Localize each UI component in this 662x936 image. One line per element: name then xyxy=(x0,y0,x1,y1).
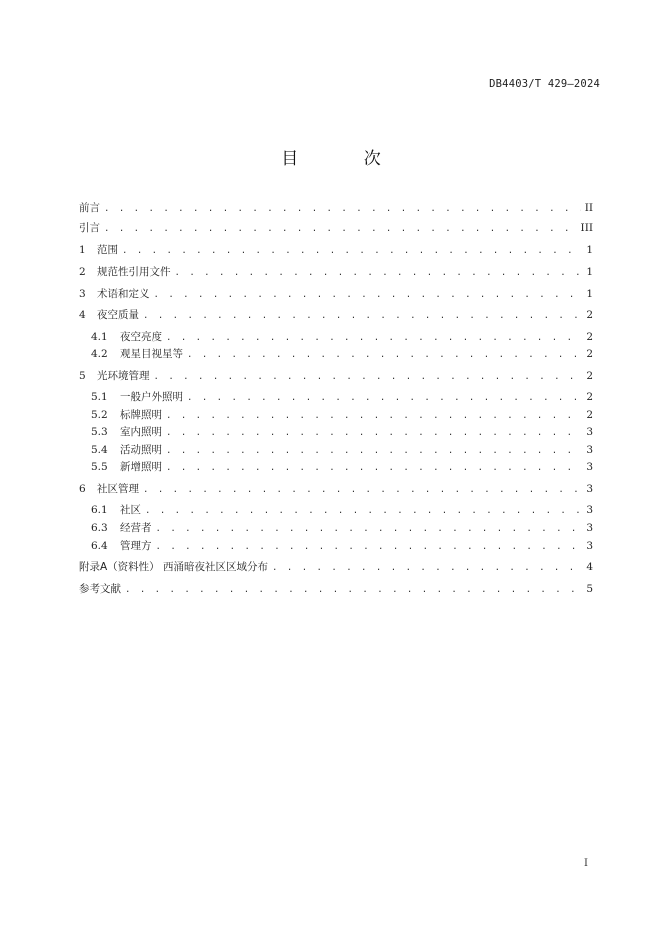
toc-entry-number: 2 xyxy=(79,266,86,278)
toc-leader-dots xyxy=(166,460,582,476)
toc-entry-page: 2 xyxy=(586,348,593,360)
toc-entry[interactable] xyxy=(91,407,593,423)
toc-leader-dots xyxy=(122,243,582,259)
toc-entry-page: 3 xyxy=(586,483,593,495)
toc-entry[interactable] xyxy=(79,264,593,280)
toc-entry-title: 管理方 xyxy=(120,540,152,552)
toc-entry-title: 活动照明 xyxy=(120,444,162,456)
toc-entry-page: 1 xyxy=(586,288,593,300)
toc-entry-number: 4 xyxy=(79,309,86,321)
toc-entry-number: 6.4 xyxy=(91,540,108,552)
toc-entry-page: 4 xyxy=(586,561,593,573)
toc-entry[interactable] xyxy=(91,459,593,475)
toc-leader-dots xyxy=(156,521,583,537)
toc-entry[interactable] xyxy=(79,581,593,597)
toc-entry[interactable] xyxy=(79,286,593,302)
toc-leader-dots xyxy=(154,369,583,385)
toc-entry[interactable] xyxy=(79,200,593,216)
toc-leader-dots xyxy=(166,425,582,441)
page-number: I xyxy=(584,858,588,869)
toc-leader-dots xyxy=(175,265,583,281)
toc-leader-dots xyxy=(154,287,583,303)
toc-entry-title: 一般户外照明 xyxy=(120,391,183,403)
toc-entry[interactable] xyxy=(79,242,593,258)
toc-entry[interactable] xyxy=(91,538,593,554)
toc-entry-page: 5 xyxy=(586,583,593,595)
toc-entry-number: 4.2 xyxy=(91,348,108,360)
toc-entry-page: 2 xyxy=(586,391,593,403)
toc-leader-dots xyxy=(156,539,583,555)
toc-entry-title: 规范性引用文件 xyxy=(97,266,171,278)
toc-entry-title: 新增照明 xyxy=(120,461,162,473)
toc-entry-title: 引言 xyxy=(79,222,100,234)
toc-entry-title: 光环境管理 xyxy=(97,370,150,382)
toc-entry-number: 5.5 xyxy=(91,461,108,473)
toc-entry-page: 3 xyxy=(586,522,593,534)
toc-entry-number: 6.1 xyxy=(91,504,108,516)
toc-leader-dots xyxy=(187,347,582,363)
toc-entry-number: 4.1 xyxy=(91,331,108,343)
toc-leader-dots xyxy=(187,390,582,406)
toc-entry-title: 参考文献 xyxy=(79,583,121,595)
toc-entry[interactable] xyxy=(91,329,593,345)
toc-entry-number: 5.1 xyxy=(91,391,108,403)
toc-entry-title: 室内照明 xyxy=(120,426,162,438)
toc-leader-dots xyxy=(104,201,581,217)
toc-leader-dots xyxy=(272,560,582,576)
toc-entry[interactable] xyxy=(91,520,593,536)
toc-entry[interactable] xyxy=(79,368,593,384)
toc-leader-dots xyxy=(166,443,582,459)
toc-entry-number: 5.3 xyxy=(91,426,108,438)
toc-entry[interactable] xyxy=(91,424,593,440)
toc-entry-number: 6.3 xyxy=(91,522,108,534)
toc-entry-page: 2 xyxy=(586,409,593,421)
toc-entry[interactable] xyxy=(79,481,593,497)
toc-entry-page: 2 xyxy=(586,331,593,343)
toc-entry-number: 3 xyxy=(79,288,86,300)
toc-entry-page: II xyxy=(584,202,593,214)
toc-entry-page: 3 xyxy=(586,504,593,516)
toc-entry[interactable] xyxy=(79,220,593,236)
toc-entry-title: 范围 xyxy=(97,244,118,256)
toc-entry-title: 术语和定义 xyxy=(97,288,150,300)
toc-leader-dots xyxy=(145,503,582,519)
toc-entry[interactable] xyxy=(79,559,593,575)
toc-entry-page: 3 xyxy=(586,444,593,456)
toc-entry-title: 经营者 xyxy=(120,522,152,534)
toc-leader-dots xyxy=(166,330,582,346)
toc-entry-page: 3 xyxy=(586,426,593,438)
toc-entry-page: 3 xyxy=(586,461,593,473)
toc-entry-title: 夜空亮度 xyxy=(120,331,162,343)
toc-leader-dots xyxy=(166,408,582,424)
document-code: DB4403/T 429—2024 xyxy=(489,78,600,90)
toc-entry-title: 社区管理 xyxy=(97,483,139,495)
toc-entry-title: 标牌照明 xyxy=(120,409,162,421)
toc-entry-title: 前言 xyxy=(79,202,100,214)
toc-entry[interactable] xyxy=(91,502,593,518)
toc-entry-title: 夜空质量 xyxy=(97,309,139,321)
toc-entry-page: 1 xyxy=(586,244,593,256)
toc-entry-page: 2 xyxy=(586,309,593,321)
toc-entry[interactable] xyxy=(91,389,593,405)
toc-entry-title: 观星目视星等 xyxy=(120,348,183,360)
toc-entry-number: 1 xyxy=(79,244,86,256)
toc-entry-page: 3 xyxy=(586,540,593,552)
toc-entry-number: 5.4 xyxy=(91,444,108,456)
toc-entry[interactable] xyxy=(91,442,593,458)
toc-entry-page: 2 xyxy=(586,370,593,382)
toc-entry-page: III xyxy=(580,222,593,234)
toc-entry-title: 社区 xyxy=(120,504,141,516)
toc-title: 目 次 xyxy=(281,149,411,169)
toc-leader-dots xyxy=(125,582,582,598)
toc-entry-number: 6 xyxy=(79,483,86,495)
toc-entry-number: 5 xyxy=(79,370,86,382)
toc-entry[interactable] xyxy=(91,346,593,362)
toc-entry-number: 5.2 xyxy=(91,409,108,421)
toc-entry[interactable] xyxy=(79,307,593,323)
toc-leader-dots xyxy=(143,482,582,498)
toc-leader-dots xyxy=(143,308,582,324)
toc-entry-page: 1 xyxy=(586,266,593,278)
toc-leader-dots xyxy=(104,221,577,237)
toc-entry-title: 附录A（资料性） 西涌暗夜社区区域分布 xyxy=(79,561,269,573)
